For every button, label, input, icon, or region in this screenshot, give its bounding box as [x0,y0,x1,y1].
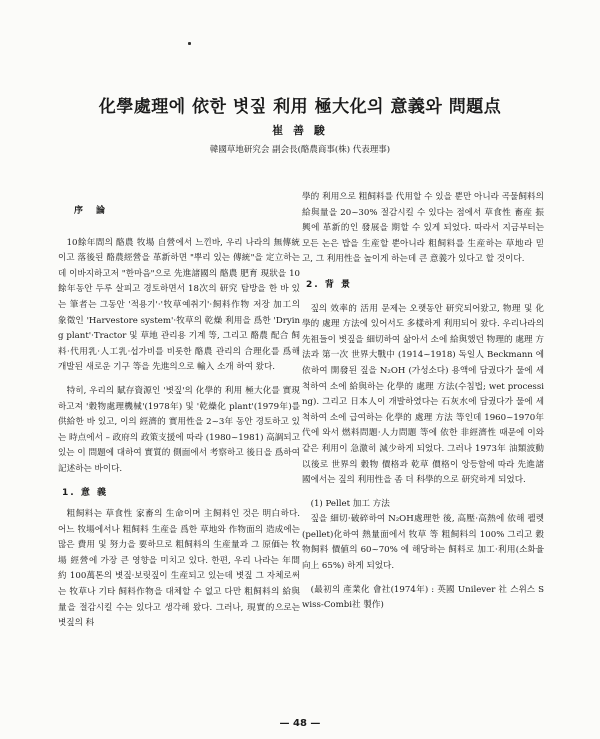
section-heading-2: 2. 背 景 [306,279,352,290]
intro-paragraph-1: 10餘年間의 酪農 牧場 自營에서 느낀바, 우리 나라의 無傳統이고 落後된 酪農經營을 革新하면 "뿌리 있는 傳統"을 定立하는데 이바지하고저 "한마음"으로 先進諸國의 酪農 肥育 現狀을 10餘年동안 두루 살피고 경토하면서 18次의 研究 탐방을 한 바 있는 筆者는 그동안 '적용기'·'牧草예취기'·飼料作物 저장 加工의 象徵인 'Harvestore system'·牧草의 乾燥 利用을 爲한 'Drying plant'·Tractor 및 草地 관리용 기계 等, 그리고 酪農 配合 飼料·代用乳·人工乳·섭가비를 비롯한 酪農 관리의 合理化를 爲해 개발된 새로운 기구 等을 先進의으로 輸入 소개 하여 왔다. [58,237,300,373]
right-column [302,190,544,614]
continued-paragraph: 學的 利用으로 粗飼料를 代用할 수 있을 뿐만 아니라 곡물飼料의 給與量을 20~30% 절감시킬 수 있다는 점에서 草食性 畜産 振興에 革新的인 發展을 期할 수 있게 되었다. 따라서 지금부터는 모든 논은 밥을 生産할 뿐아니라 粗飼料를 生産하는 草地라 믿고, 그 利用性을 높이게 하는데 큰 意義가 있다고 할 것이다. [302,192,544,265]
page-number: — 48 — [279,718,321,729]
section-heading-intro: 序 論 [74,206,108,216]
pellet-note: (最初의 產業化 會社(1974年) : 英國 Unilever 社 스위스 Swiss-Combi社 製作) [302,584,544,611]
author-name: 崔 善 駿 [272,124,328,137]
intro-paragraph-2: 特히, 우리의 賦存資源인 '볏짚'의 化學的 利用 極大化를 實現하고져 '穀物處理機械'(1978年) 및 '乾燥化 plant'(1979年)를 供給한 바 있고, 이의 經濟的 實用性을 2~3年 동안 경토하고 있는 時点에서 – 政府의 政策支援에 따라 (1980~1981) 高調되고 있는 이 問題에 대하여 實質的 側面에서 考察하고 後日을 爲하여 記述하는 바이다. [58,385,300,474]
scan-speck [188,42,191,45]
author-affiliation: 韓國草地研究会 副会長(酪農商事(株) 代表理事) [209,145,391,155]
section-2-paragraph: 짚의 效率的 活用 문제는 오랫동안 研究되어왔고, 物理 및 化學的 處理 方法에 있어서도 多樣하게 利用되어 왔다. 우리나라의 先祖들이 볏짚을 細切하여 삶아서 소에 給與했던 物理的 處理 方法과 第一次 世界大戰中 (1914~1918) 독일人 Beckmann 에 依하여 開發된 짚을 N₂OH (가성소다) 용액에 담궜다가 물에 세척하여 소에 給與하는 化學的 處理 方法(수침법; wet processing). 그리고 日本人이 개발하였다는 石灰水에 담궜다가 물에 세척하여 소에 급여하는 化學的 處理 方法 等인데 1960~1970年代에 와서 燃料問題·人力問題 等에 依한 非經濟性 때문에 이와같은 利用이 急激히 減少하게 되었다. 그러나 1973年 油類波動 以後로 世界의 穀物 價格과 乾草 價格이 앙등함에 따라 先進諸國에서는 짚의 利用性을 좀 더 科學的으로 研究하게 되었다. [302,303,544,486]
subsection-heading-pellet: (1) Pellet 加工 方法 [310,498,390,509]
left-column [58,190,300,632]
article-title: 化學處理에 依한 볏짚 利用 極大化의 意義와 問題点 [98,97,502,117]
section-1-paragraph: 粗飼料는 草食性 家畜의 生命이며 主飼料인 것은 明白하다. 어느 牧場에서나 粗飼料 生産을 爲한 草地와 作物面의 造成에는 많은 費用 및 努力을 要하므로 粗飼料의 生産量과 그 原価는 牧場 經營에 가장 큰 영향을 미치고 있다. 한편, 우리 나라는 年間 約 100萬톤의 볏짚·보릿짚이 生産되고 있는데 볏짚 그 자체로써는 牧草나 기타 飼料作物을 대체할 수 없고 다만 粗飼料의 給與量을 절감시킬 수는 있다고 생각해 왔다. 그러나, 現實的으로는 볏짚의 科 [58,509,300,629]
section-heading-1: 1. 意 義 [62,487,108,498]
pellet-paragraph: 짚을 細切·破碎하여 N₂OH處理한 後, 高壓·高熱에 依해 펠렛(pellet)化하여 熱量面에서 牧草 等 粗飼料의 100% 그리고 穀物飼料 價値의 60~70% 에 해당하는 飼料로 加工·利用(소화율 向上 65%) 하게 되었다. [302,514,544,572]
